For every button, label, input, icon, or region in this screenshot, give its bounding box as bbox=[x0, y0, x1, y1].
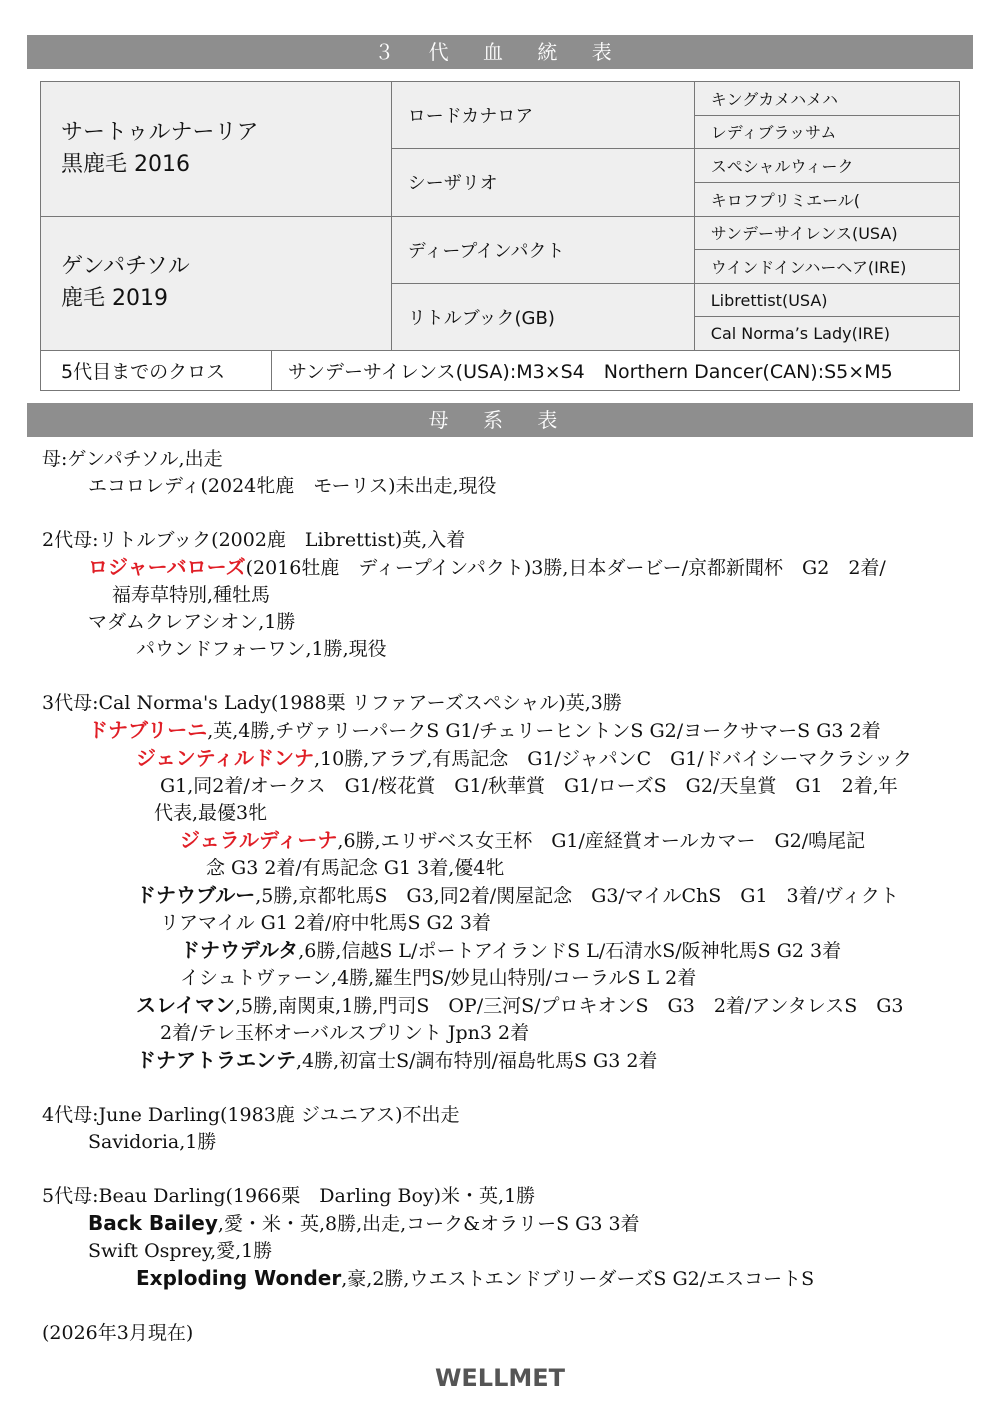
dam-dam-sire: Librettist(USA) bbox=[694, 283, 959, 317]
horse-name: ドナアトラエンテ bbox=[136, 1048, 296, 1072]
family-line: 福寿草特別,種牡馬 bbox=[112, 584, 271, 606]
dam-sire: ディープインパクト bbox=[391, 216, 694, 283]
family-line: マダムクレアシオン,1勝 bbox=[88, 611, 296, 633]
horse-name: ロジャーバローズ bbox=[88, 555, 246, 579]
family-line: 2代母:リトルブック(2002鹿 Librettist)英,入着 bbox=[42, 529, 466, 551]
horse-name: ジェラルディーナ bbox=[180, 828, 338, 852]
family-line: Savidoria,1勝 bbox=[88, 1131, 217, 1153]
sire-sire-sire: キングカメハメハ bbox=[694, 82, 959, 116]
horse-name: ジェンティルドンナ bbox=[136, 746, 314, 770]
sire-cell bbox=[41, 82, 392, 217]
dam-dam-dam: Cal Norma’s Lady(IRE) bbox=[694, 317, 959, 351]
sire-name: サートゥルナーリア bbox=[61, 119, 259, 145]
cross-label: 5代目までのクロス bbox=[41, 351, 272, 391]
family-line: Swift Osprey,愛,1勝 bbox=[88, 1240, 273, 1262]
sire-dam: シーザリオ bbox=[391, 149, 694, 216]
family-line: スレイマン,5勝,南関東,1勝,門司S OP/三河S/プロキオンS G3 2着/アンタレスS G3 bbox=[136, 993, 904, 1017]
family-line: パウンドフォーワン,1勝,現役 bbox=[136, 638, 387, 660]
family-line: 4代母:June Darling(1983鹿 ジユニアス)不出走 bbox=[42, 1104, 460, 1126]
sire-info: 黒鹿毛 2016 bbox=[61, 151, 190, 177]
family-line: 5代母:Beau Darling(1966栗 Darling Boy)米・英,1勝 bbox=[42, 1185, 536, 1207]
family-line: ドナウブルー,5勝,京都牝馬S G3,同2着/関屋記念 G3/マイルChS G1 3着/ヴィクト bbox=[136, 883, 899, 907]
pedigree-section-header: ３ 代 血 統 表 bbox=[27, 35, 973, 69]
dam-name: ゲンパチソル bbox=[61, 254, 190, 280]
horse-name: スレイマン bbox=[136, 993, 235, 1017]
sire-dam-dam: キロフプリミエール( bbox=[694, 182, 959, 216]
family-list bbox=[42, 446, 972, 1347]
horse-name: ドナブリーニ bbox=[88, 718, 208, 742]
sire-sire: ロードカナロア bbox=[391, 82, 694, 149]
family-line: G1,同2着/オークス G1/桜花賞 G1/秋華賞 G1/ローズS G2/天皇賞 G1 2着,年 bbox=[160, 775, 898, 797]
horse-name: Back Bailey bbox=[88, 1211, 218, 1235]
sire-dam-sire: スペシャルウィーク bbox=[694, 149, 959, 183]
dam-sire-dam: ウインドインハーヘア(IRE) bbox=[694, 250, 959, 284]
family-line: 念 G3 2着/有馬記念 G1 3着,優4牝 bbox=[206, 857, 505, 879]
family-line: Exploding Wonder,豪,2勝,ウエストエンドブリーダーズS G2/エスコートS bbox=[136, 1266, 815, 1290]
horse-name: ドナウブルー bbox=[136, 883, 256, 907]
cross-value: サンデーサイレンス(USA):M3×S4 Northern Dancer(CAN):S5×M5 bbox=[272, 351, 960, 391]
family-line: リアマイル G1 2着/府中牝馬S G2 3着 bbox=[160, 912, 491, 934]
family-line: ロジャーバローズ(2016牡鹿 ディープインパクト)3勝,日本ダービー/京都新聞杯 G2 2着/ bbox=[88, 555, 886, 579]
dam-sire-sire: サンデーサイレンス(USA) bbox=[694, 216, 959, 250]
dam-info: 鹿毛 2019 bbox=[61, 286, 168, 312]
horse-name: ドナウデルタ bbox=[180, 938, 299, 962]
family-line: ジェラルディーナ,6勝,エリザベス女王杯 G1/産経賞オールカマー G2/鳴尾記 bbox=[180, 828, 866, 852]
family-line: ドナウデルタ,6勝,信越S L/ポートアイランドS L/石清水S/阪神牝馬S G2 3着 bbox=[180, 938, 842, 962]
family-line: 3代母:Cal Norma's Lady(1988栗 リファアーズスペシャル)英,3勝 bbox=[42, 692, 622, 714]
family-line: 母:ゲンパチソル,出走 bbox=[42, 448, 223, 470]
family-line: 代表,最優3牝 bbox=[154, 802, 268, 824]
family-line: ドナアトラエンテ,4勝,初富士S/調布特別/福島牝馬S G3 2着 bbox=[136, 1048, 658, 1072]
family-line: 2着/テレ玉杯オーバルスプリント Jpn3 2着 bbox=[160, 1022, 530, 1044]
dam-cell bbox=[41, 216, 392, 351]
family-line: ドナブリーニ,英,4勝,チヴァリーパークS G1/チェリーヒントンS G2/ヨークサマーS G3 2着 bbox=[88, 718, 881, 742]
family-line: Back Bailey,愛・米・英,8勝,出走,コーク&オラリーS G3 3着 bbox=[88, 1211, 640, 1235]
family-section-header: 母 系 表 bbox=[27, 403, 973, 437]
family-line: イシュトヴァーン,4勝,羅生門S/妙見山特別/コーラルS L 2着 bbox=[180, 967, 697, 989]
family-line: ジェンティルドンナ,10勝,アラブ,有馬記念 G1/ジャパンC G1/ドバイシーマクラシック bbox=[136, 746, 913, 770]
horse-name: Exploding Wonder bbox=[136, 1266, 342, 1290]
wellmet-logo: WELLMET bbox=[434, 1364, 566, 1392]
as-of-date: (2026年3月現在) bbox=[42, 1322, 194, 1344]
family-line: エコロレディ(2024牝鹿 モーリス)未出走,現役 bbox=[88, 475, 497, 497]
sire-sire-dam: レディブラッサム bbox=[694, 115, 959, 149]
pedigree-table bbox=[40, 81, 960, 391]
dam-dam: リトルブック(GB) bbox=[391, 283, 694, 350]
